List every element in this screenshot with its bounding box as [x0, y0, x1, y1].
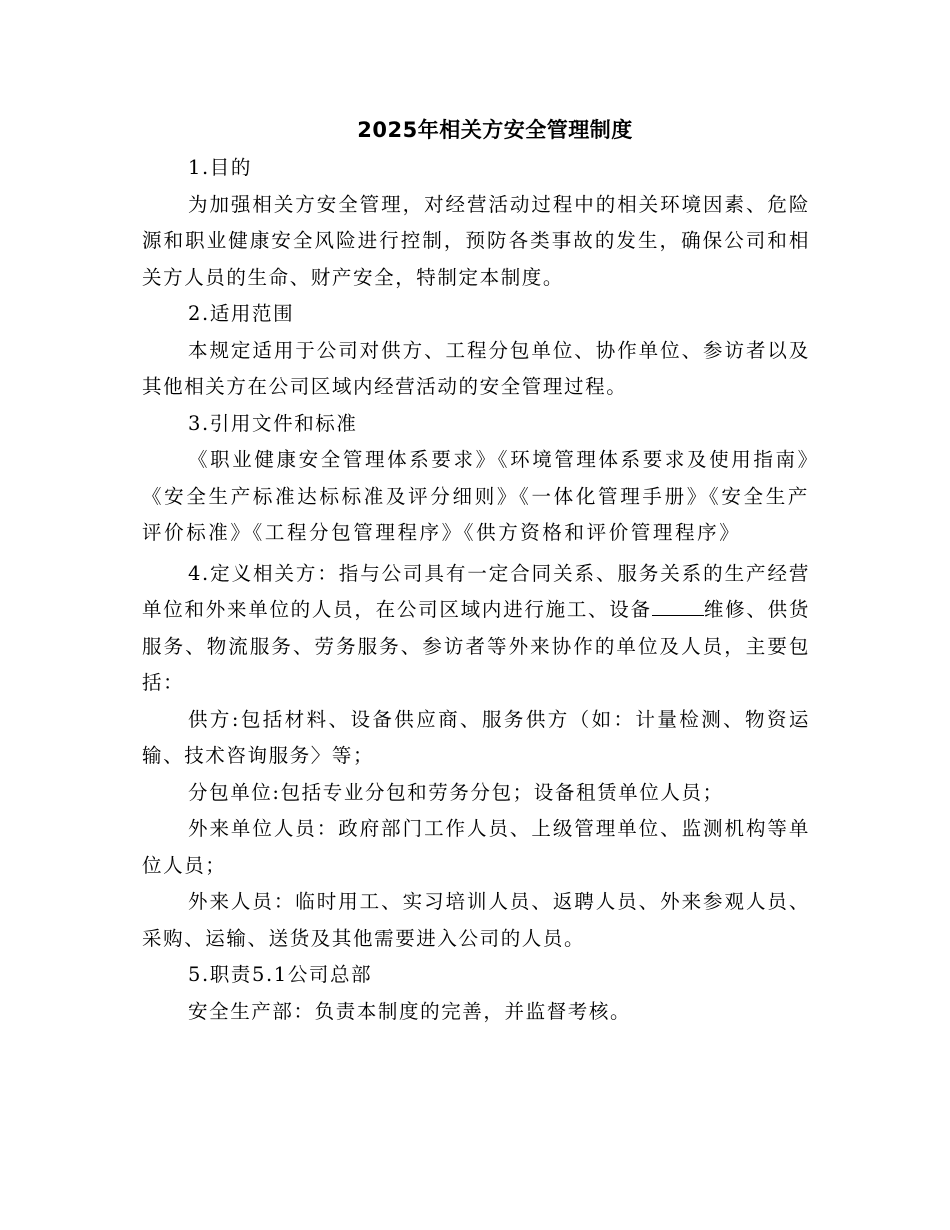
paragraph-scope: 本规定适用于公司对供方、工程分包单位、协作单位、参访者以及其他相关方在公司区域内经营活动的安全管理过程。: [142, 338, 810, 398]
section-heading-purpose: 1.目的: [188, 156, 253, 179]
definition-text-part-2: 维修、供货服务、物流服务、劳务服务、参访者等外来协作的单位及人员，主要包括：: [142, 598, 810, 694]
paragraph-external-unit-staff: 外来单位人员：政府部门工作人员、上级管理单位、监测机构等单位人员；: [142, 817, 810, 877]
paragraph-definition: [142, 556, 810, 702]
paragraph-external-personnel: 外来人员：临时用工、实习培训人员、返聘人员、外来参观人员、采购、运输、送货及其他需要进入公司的人员。: [142, 890, 810, 950]
paragraph-references: 《职业健康安全管理体系要求》《环境管理体系要求及使用指南》《安全生产标准达标标准及评分细则》《一体化管理手册》《安全生产评价标准》《工程分包管理程序》《供方资格和评价管理程序》: [142, 448, 810, 544]
paragraph-safety-department: 安全生产部：负责本制度的完善，并监督考核。: [188, 999, 632, 1023]
paragraph-subcontractors: 分包单位:包括专业分包和劳务分包；设备租赁单位人员；: [188, 780, 724, 804]
definition-text-part-1: 4.定义相关方：指与公司具有一定合同关系、服务关系的生产经营单位和外来单位的人员，在公司区域内进行施工、设备: [142, 561, 810, 621]
document-body: [142, 150, 810, 1030]
blank-underline: [652, 599, 704, 616]
document-title: 2025年相关方安全管理制度: [357, 118, 633, 142]
section-heading-scope: 2.适用范围: [188, 302, 295, 325]
paragraph-purpose: 为加强相关方安全管理，对经营活动过程中的相关环境因素、危险源和职业健康安全风险进行控制，预防各类事故的发生，确保公司和相关方人员的生命、财产安全，特制定本制度。: [142, 192, 810, 289]
paragraph-suppliers: 供方:包括材料、设备供应商、服务供方（如：计量检测、物资运输、技术咨询服务〉等；: [142, 707, 810, 767]
section-heading-responsibilities: 5.职责5.1公司总部: [188, 963, 373, 986]
section-heading-references: 3.引用文件和标准: [188, 411, 358, 435]
